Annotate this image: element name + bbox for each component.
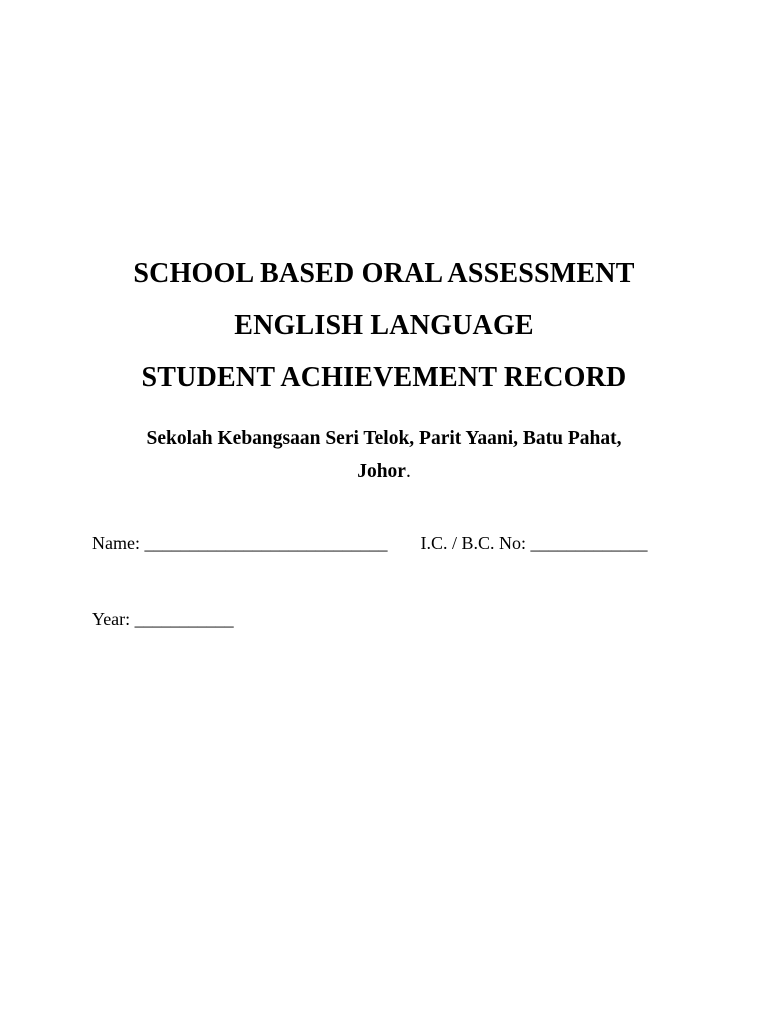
year-row	[92, 607, 234, 631]
title-record: STUDENT ACHIEVEMENT RECORD	[141, 362, 627, 393]
name-ic-row	[92, 531, 648, 555]
title-subject: ENGLISH LANGUAGE	[234, 310, 534, 341]
year-label: Year:	[92, 609, 131, 629]
school-name-period: .	[405, 461, 411, 482]
title-assessment: SCHOOL BASED ORAL ASSESSMENT	[133, 258, 635, 289]
year-field: ___________	[134, 609, 234, 629]
title-block	[0, 248, 768, 404]
name-field: ___________________________	[144, 533, 388, 553]
ic-field: _____________	[530, 533, 648, 553]
school-name	[60, 422, 708, 488]
school-state: Johor	[357, 461, 406, 482]
school-name-line1: Sekolah Kebangsaan Seri Telok, Parit Yaani, Batu Pahat,	[146, 428, 622, 449]
name-label: Name:	[92, 533, 140, 553]
ic-label: I.C. / B.C. No:	[420, 533, 526, 553]
school-name-line2	[60, 455, 708, 488]
